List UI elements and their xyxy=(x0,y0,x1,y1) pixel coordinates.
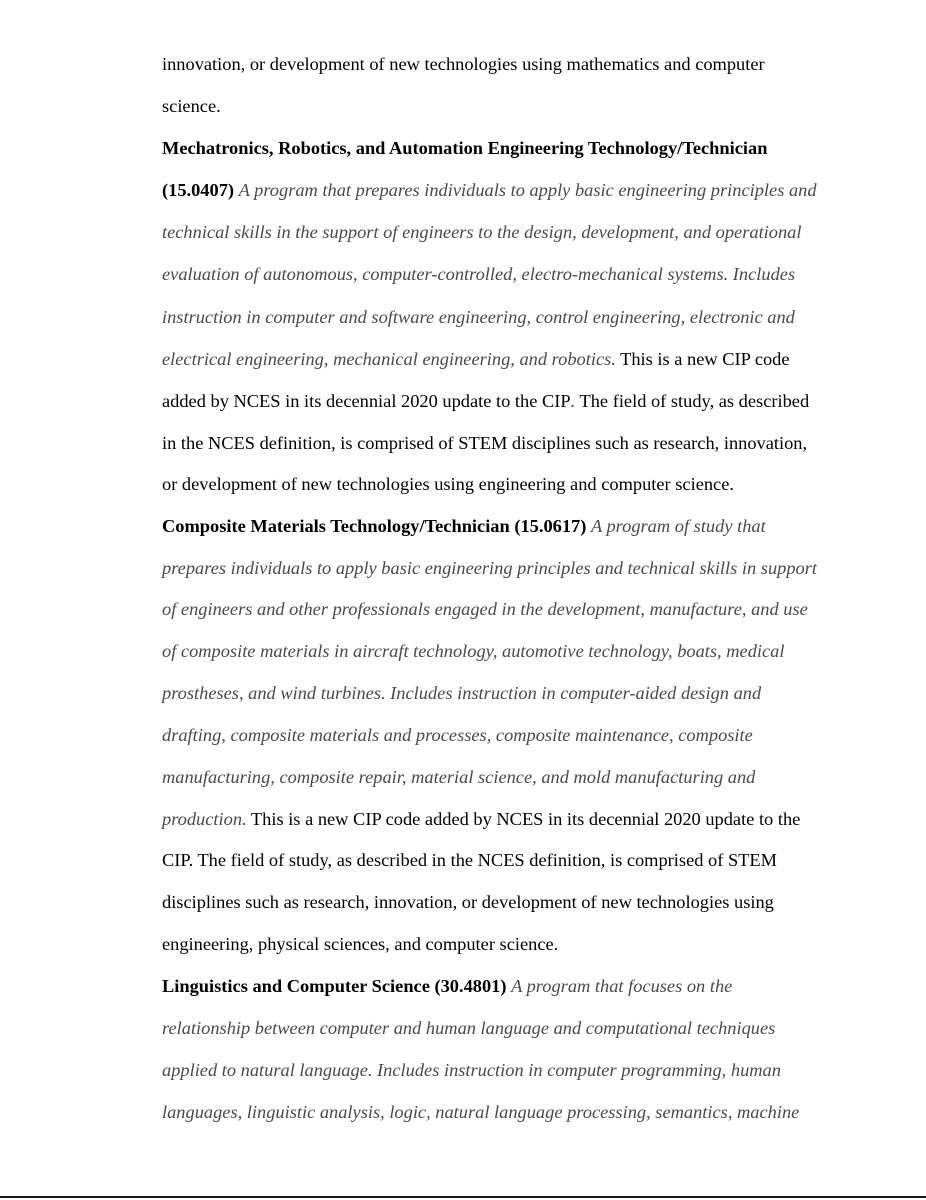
mechatronics-definition-2: technical skills in the support of engineers to the design, development, and operational xyxy=(162,222,802,242)
composite-definition-7: manufacturing, composite repair, material science, and mold manufacturing and xyxy=(162,767,756,787)
mechatronics-note-1: This is a new CIP code xyxy=(620,349,790,369)
composite-note-3: disciplines such as research, innovation, or development of new technologies using xyxy=(162,892,774,912)
composite-definition-3: of engineers and other professionals engaged in the development, manufacture, and use xyxy=(162,599,808,619)
mechatronics-note-2c: The field of study, as described xyxy=(579,391,810,411)
mechatronics-definition-1: A program that prepares individuals to apply basic engineering principles and xyxy=(238,180,817,200)
composite-heading: Composite Materials Technology/Technician (15.0617) xyxy=(162,516,587,536)
mechatronics-note-4: or development of new technologies using engineering and computer science. xyxy=(162,474,734,494)
linguistics-definition-2: relationship between computer and human language and computational techniques xyxy=(162,1018,776,1038)
linguistics-definition-1: A program that focuses on the xyxy=(511,976,733,996)
mechatronics-note-3: in the NCES definition, is comprised of STEM disciplines such as research, innovation, xyxy=(162,433,808,453)
mechatronics-heading: Mechatronics, Robotics, and Automation Engineering Technology/Technician xyxy=(162,138,768,158)
mechatronics-note-2a: added by NCES in its decennial 2020 update to the CIP xyxy=(162,391,571,411)
composite-definition-5: prostheses, and wind turbines. Includes instruction in computer-aided design and xyxy=(162,683,762,703)
composite-line-1 xyxy=(162,514,766,538)
mechatronics-line-6 xyxy=(162,347,790,371)
composite-line-8 xyxy=(162,807,800,831)
composite-note-1: This is a new CIP code added by NCES in its decennial 2020 update to the xyxy=(250,809,801,829)
linguistics-definition-3: applied to natural language. Includes instruction in computer programming, human xyxy=(162,1060,781,1080)
mechatronics-definition-3: evaluation of autonomous, computer-controlled, electro-mechanical systems. Includes xyxy=(162,264,796,284)
linguistics-definition-4: languages, linguistic analysis, logic, natural language processing, semantics, machine xyxy=(162,1102,800,1122)
mechatronics-definition-4: instruction in computer and software engineering, control engineering, electronic and xyxy=(162,307,795,327)
composite-note-4: engineering, physical sciences, and computer science. xyxy=(162,934,559,954)
composite-definition-2: prepares individuals to apply basic engineering principles and technical skills in support xyxy=(162,558,818,578)
linguistics-line-1 xyxy=(162,974,732,998)
page-bottom-edge xyxy=(0,1196,926,1198)
mechatronics-line-1 xyxy=(162,178,817,202)
mechatronics-line-7 xyxy=(162,389,809,413)
composite-definition-8: production. xyxy=(162,809,247,829)
intro-line-2: science. xyxy=(162,96,221,116)
composite-definition-6: drafting, composite materials and processes, composite maintenance, composite xyxy=(162,725,753,745)
mechatronics-definition-5: electrical engineering, mechanical engineering, and robotics. xyxy=(162,349,616,369)
intro-line-1: innovation, or development of new technologies using mathematics and computer xyxy=(162,54,765,74)
composite-definition-4: of composite materials in aircraft technology, automotive technology, boats, medical xyxy=(162,641,785,661)
mechatronics-note-2b: . xyxy=(570,391,576,411)
composite-note-2: CIP. The field of study, as described in the NCES definition, is comprised of STEM xyxy=(162,850,777,870)
linguistics-heading: Linguistics and Computer Science (30.4801) xyxy=(162,976,507,996)
mechatronics-code: (15.0407) xyxy=(162,180,235,200)
composite-definition-1: A program of study that xyxy=(590,516,766,536)
